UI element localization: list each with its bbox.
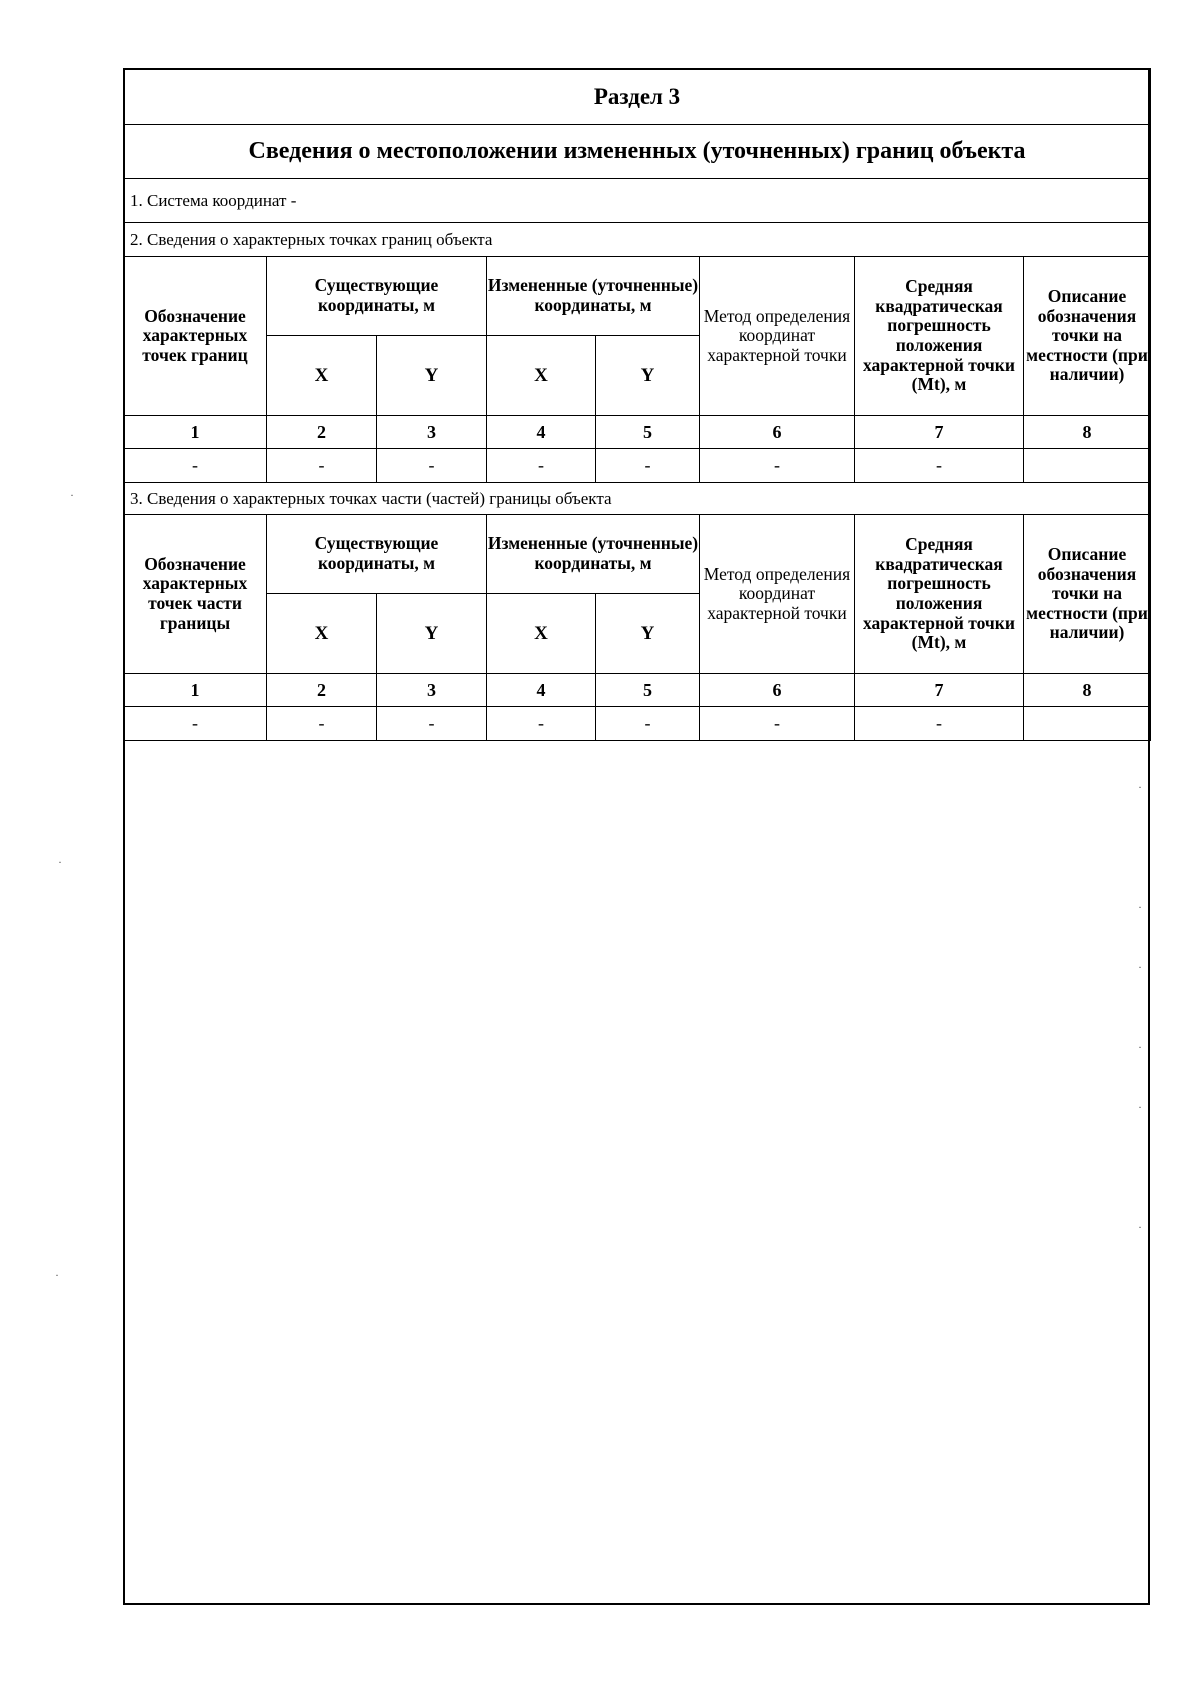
table-cell: - — [267, 707, 377, 741]
header-designation: Обозначение характерных точек границ — [124, 257, 267, 416]
section-3-table — [123, 68, 1151, 741]
column-number: 8 — [1024, 674, 1151, 707]
column-number: 1 — [124, 416, 267, 449]
scan-speck: · — [1138, 1220, 1142, 1234]
header-method: Метод определения координат характерной точки — [700, 257, 855, 416]
column-number: 8 — [1024, 416, 1151, 449]
scan-speck: · — [1138, 780, 1142, 794]
column-number: 7 — [855, 416, 1024, 449]
table-cell: - — [596, 707, 700, 741]
column-number: 2 — [267, 674, 377, 707]
column-number: 3 — [377, 416, 487, 449]
table-cell — [1024, 449, 1151, 483]
header-point-description: Описание обозначения точки на местности (при наличии) — [1024, 515, 1151, 674]
section-title: Раздел 3 — [124, 69, 1151, 125]
scan-speck: · — [1138, 1040, 1142, 1054]
scan-speck: · — [55, 1268, 59, 1282]
header-existing-coords: Существующие координаты, м — [267, 257, 487, 336]
column-number: 4 — [487, 416, 596, 449]
table-cell: - — [700, 449, 855, 483]
table-cell: - — [377, 449, 487, 483]
column-number: 6 — [700, 416, 855, 449]
table-row — [124, 449, 1151, 483]
section-subtitle: Сведения о местоположении измененных (уточненных) границ объекта — [124, 125, 1151, 179]
header-changed-y: Y — [596, 594, 700, 674]
column-number: 5 — [596, 674, 700, 707]
table-cell: - — [855, 449, 1024, 483]
table-cell: - — [377, 707, 487, 741]
table-cell: - — [700, 707, 855, 741]
table-cell: - — [124, 707, 267, 741]
column-numbers-row — [124, 674, 1151, 707]
header-changed-x: X — [487, 336, 596, 416]
column-number: 2 — [267, 416, 377, 449]
header-changed-x: X — [487, 594, 596, 674]
column-number: 6 — [700, 674, 855, 707]
header-designation: Обозначение характерных точек части границы — [124, 515, 267, 674]
header-changed-coords: Измененные (уточненные) координаты, м — [487, 257, 700, 336]
header-changed-y: Y — [596, 336, 700, 416]
scan-speck: · — [58, 855, 62, 869]
table-cell: - — [855, 707, 1024, 741]
scan-speck: · — [1138, 1100, 1142, 1114]
table-cell: - — [487, 707, 596, 741]
table-cell: - — [124, 449, 267, 483]
column-number: 5 — [596, 416, 700, 449]
table-row — [124, 707, 1151, 741]
column-number: 4 — [487, 674, 596, 707]
header-existing-x: X — [267, 594, 377, 674]
scan-speck: · — [70, 488, 74, 502]
parts-caption: 3. Сведения о характерных точках части (частей) границы объекта — [124, 483, 1151, 515]
table-cell: - — [487, 449, 596, 483]
header-point-description: Описание обозначения точки на местности (при наличии) — [1024, 257, 1151, 416]
column-numbers-row — [124, 416, 1151, 449]
boundaries-caption: 2. Сведения о характерных точках границ объекта — [124, 223, 1151, 257]
table-cell: - — [596, 449, 700, 483]
column-number: 1 — [124, 674, 267, 707]
coordinate-system-line: 1. Система координат - — [124, 179, 1151, 223]
header-mean-error: Средняя квадратическая погрешность положения характерной точки (Mt), м — [855, 257, 1024, 416]
header-existing-y: Y — [377, 594, 487, 674]
header-existing-x: X — [267, 336, 377, 416]
header-existing-coords: Существующие координаты, м — [267, 515, 487, 594]
scan-speck: · — [1138, 900, 1142, 914]
table-cell — [1024, 707, 1151, 741]
column-number: 7 — [855, 674, 1024, 707]
table-cell: - — [267, 449, 377, 483]
header-changed-coords: Измененные (уточненные) координаты, м — [487, 515, 700, 594]
column-number: 3 — [377, 674, 487, 707]
header-method: Метод определения координат характерной точки — [700, 515, 855, 674]
scan-speck: · — [1138, 960, 1142, 974]
header-mean-error: Средняя квадратическая погрешность положения характерной точки (Mt), м — [855, 515, 1024, 674]
header-existing-y: Y — [377, 336, 487, 416]
